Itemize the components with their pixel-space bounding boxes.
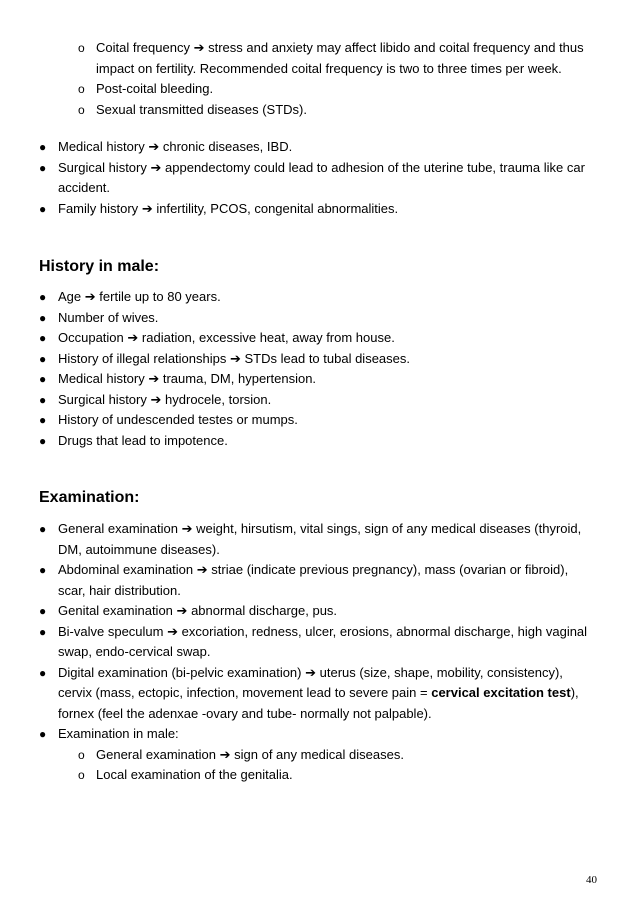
item-label: Surgical history (58, 159, 147, 175)
examination-list (0, 519, 598, 786)
item-label: Surgical history (58, 391, 147, 407)
arrow-icon: ➔ (219, 746, 231, 762)
bullet: ● (39, 290, 47, 304)
sub-bullet: o (78, 747, 85, 762)
page-number: 40 (586, 874, 597, 886)
item-label: Abdominal examination (58, 562, 194, 577)
list-item (0, 100, 596, 121)
sub-bullet: o (78, 41, 85, 55)
item-label: Number of wives. (58, 309, 159, 325)
item-label: Medical history (58, 139, 145, 154)
item-label: Family history (58, 200, 139, 216)
item-label: Genital examination (58, 603, 173, 618)
item-text: trauma, DM, hypertension. (162, 371, 317, 386)
list-item (0, 519, 598, 560)
list-item (0, 601, 598, 622)
list-item (0, 79, 596, 100)
bullet: ● (39, 522, 47, 536)
item-label: Digital examination (bi-pelvic examination) (58, 664, 302, 680)
bullet: ● (39, 201, 47, 216)
item-label: Drugs that lead to impotence. (58, 432, 228, 448)
item-label: Examination in male: (58, 726, 179, 741)
list-item (0, 199, 598, 220)
list-item (0, 287, 598, 308)
item-text: weight, hirsutism, vital sings, sign of any medical diseases (thyroid, DM, autoimmune diseases). (58, 521, 582, 557)
item-label: Bi-valve speculum (58, 623, 164, 639)
list-item (58, 765, 596, 786)
item-text: sign of any medical diseases. (234, 746, 404, 762)
list-item (0, 663, 598, 725)
list-item (0, 431, 598, 452)
arrow-icon: ➔ (167, 623, 179, 639)
list-item (0, 560, 598, 601)
item-text: STDs lead to tubal diseases. (244, 350, 410, 366)
bullet: ● (39, 433, 47, 448)
list-item (0, 349, 598, 370)
item-text: uterus (size, shape, mobility, consistency), cervix (mass, ectopic, infection, movement lead to severe pain = (58, 664, 563, 700)
list-item (0, 328, 598, 349)
arrow-icon: ➔ (193, 40, 205, 55)
item-label: Occupation (58, 330, 124, 345)
item-text: stress and anxiety may affect libido and coital frequency and thus impact on fertility. Recommended coital frequency is two to three times per week. (96, 40, 584, 76)
list-item (0, 38, 596, 79)
arrow-icon: ➔ (127, 330, 139, 345)
list-item (0, 390, 598, 411)
bullet: ● (39, 310, 47, 325)
item-text: infertility, PCOS, congenital abnormalities. (156, 200, 399, 216)
item-label: General examination (58, 521, 178, 536)
item-label: Sexual transmitted diseases (STDs). (96, 101, 307, 117)
bullet: ● (39, 372, 47, 386)
list-item (0, 369, 598, 390)
arrow-icon: ➔ (181, 521, 193, 536)
bullet: ● (39, 160, 47, 175)
arrow-icon: ➔ (150, 391, 162, 407)
bullet: ● (39, 140, 47, 154)
male-history-list (0, 287, 598, 451)
bullet: ● (39, 351, 47, 366)
arrow-icon: ➔ (84, 289, 96, 304)
list-item (0, 137, 598, 158)
item-label: Medical history (58, 371, 145, 386)
item-text: radiation, excessive heat, away from house. (141, 330, 395, 345)
item-text: excoriation, redness, ulcer, erosions, abnormal discharge, high vaginal swap, endo-cervical swap. (58, 623, 588, 659)
top-sub-list (0, 38, 596, 120)
bullet: ● (39, 563, 47, 577)
item-label: General examination (96, 746, 216, 762)
arrow-icon: ➔ (148, 139, 160, 154)
male-exam-sub-list (58, 745, 598, 786)
item-label: Coital frequency (96, 40, 190, 55)
item-text: fertile up to 80 years. (99, 289, 221, 304)
list-item (58, 745, 596, 766)
arrow-icon: ➔ (141, 200, 153, 216)
bullet: ● (39, 604, 47, 618)
list-item (0, 308, 598, 329)
item-text-after: ), fornex (feel the adenxae -ovary and tube- normally not palpable). (58, 685, 579, 721)
arrow-icon: ➔ (176, 603, 188, 618)
top-list (0, 137, 598, 219)
arrow-icon: ➔ (305, 664, 317, 680)
item-label: Local examination of the genitalia. (96, 767, 293, 782)
item-text: hydrocele, torsion. (165, 391, 272, 407)
arrow-icon: ➔ (196, 562, 208, 577)
arrow-icon: ➔ (148, 371, 160, 386)
arrow-icon: ➔ (229, 350, 241, 366)
bullet: ● (39, 331, 47, 345)
sub-bullet: o (78, 102, 85, 117)
section-heading-examination: Examination: (39, 489, 140, 506)
list-item (0, 622, 598, 663)
item-label: History of illegal relationships (58, 350, 227, 366)
item-label: History of undescended testes or mumps. (58, 412, 298, 427)
item-text: appendectomy could lead to adhesion of the uterine tube, trauma like car accident. (58, 159, 585, 195)
bullet: ● (39, 727, 47, 741)
bullet: ● (39, 665, 47, 680)
item-text: chronic diseases, IBD. (162, 139, 293, 154)
list-item (0, 410, 598, 431)
bullet: ● (39, 392, 47, 407)
list-item (0, 158, 598, 199)
bullet: ● (39, 413, 47, 427)
item-text: striae (indicate previous pregnancy), mass (ovarian or fibroid), scar, hair distribution. (58, 562, 569, 598)
item-label: Age (58, 289, 82, 304)
sub-bullet: o (78, 768, 85, 782)
emphasis-text: cervical excitation test (431, 685, 571, 700)
arrow-icon: ➔ (150, 159, 162, 175)
section-heading-male: History in male: (39, 258, 160, 275)
sub-bullet: o (78, 82, 85, 96)
bullet: ● (39, 624, 47, 639)
item-text: abnormal discharge, pus. (191, 603, 338, 618)
list-item (0, 724, 598, 786)
item-label: Post-coital bleeding. (96, 81, 214, 96)
